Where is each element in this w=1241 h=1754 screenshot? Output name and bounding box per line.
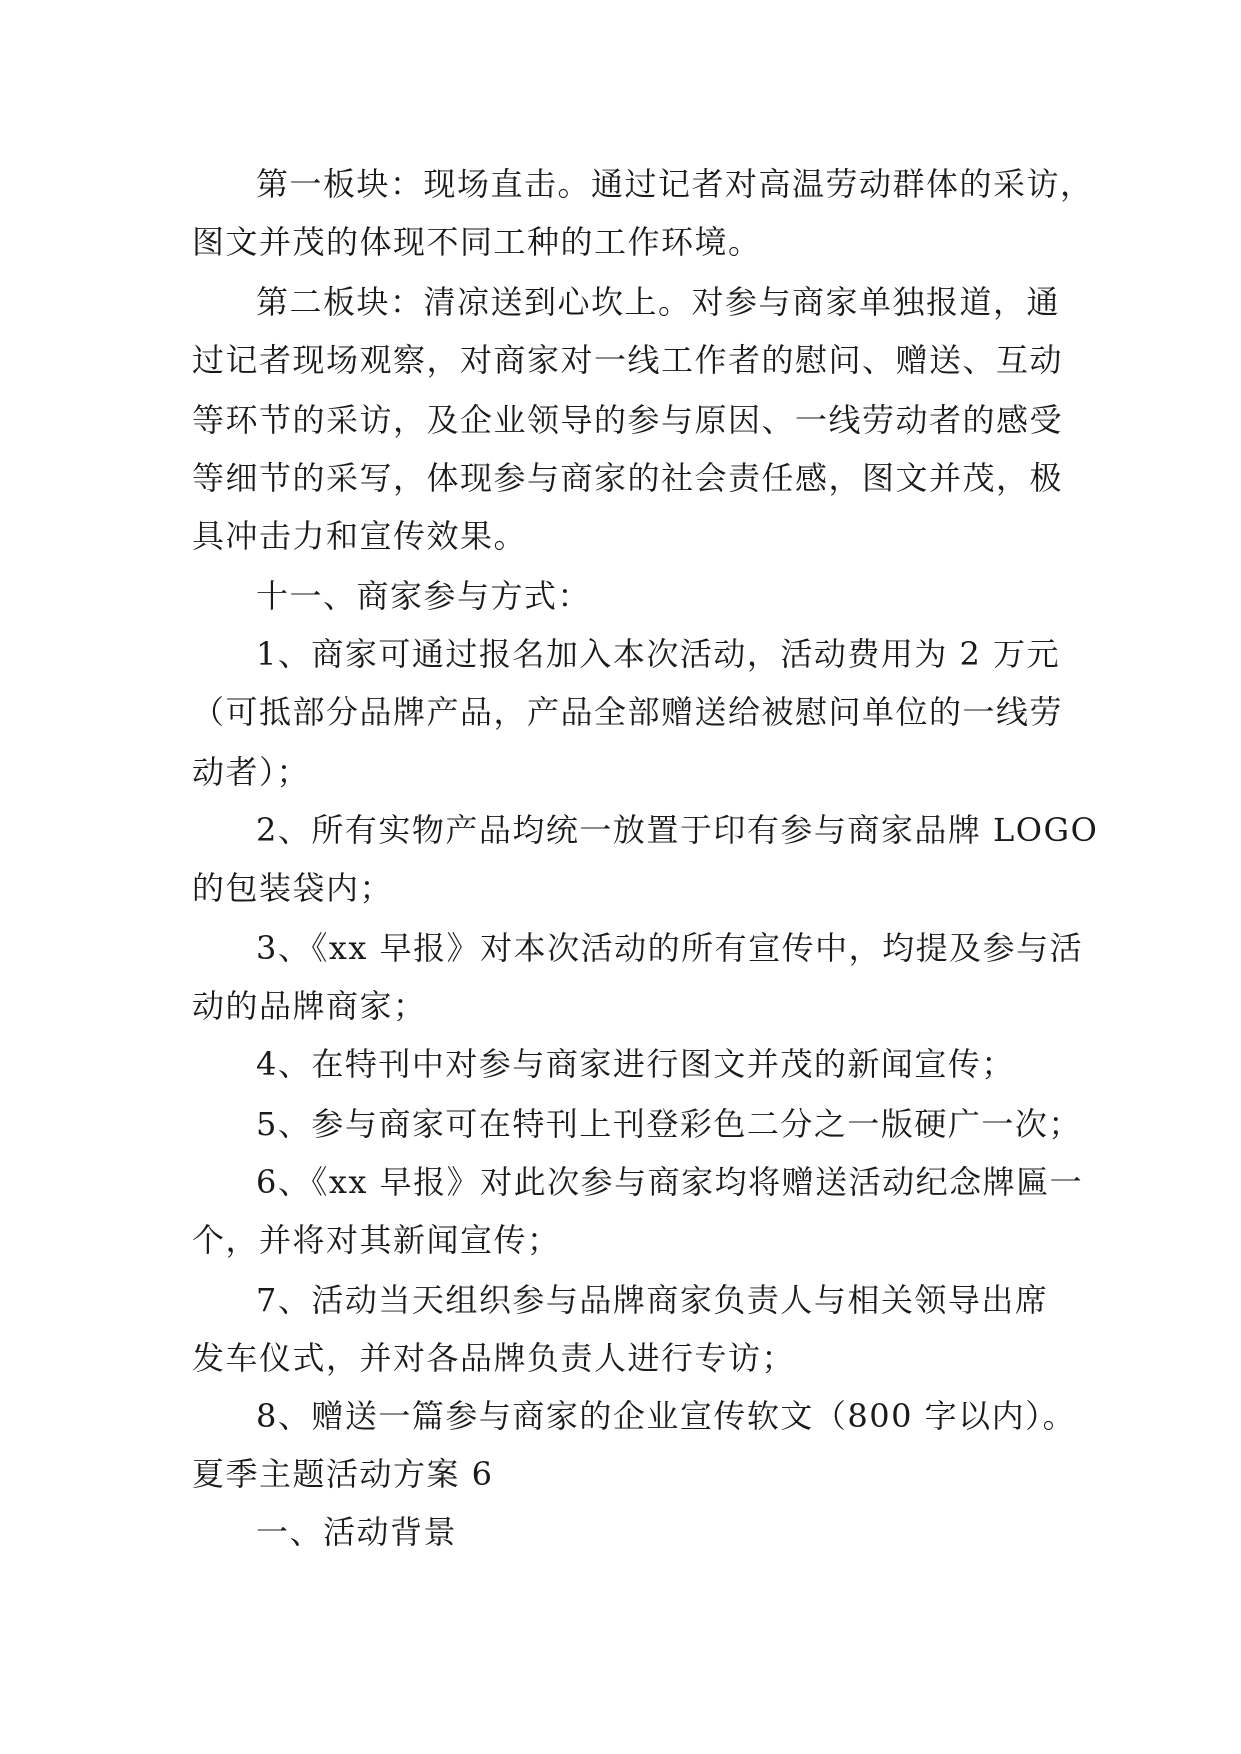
- text-line: 8、赠送一篇参与商家的企业宣传软文（800 字以内）。: [256, 1397, 1077, 1435]
- text-line: 个，并将对其新闻宣传；: [192, 1221, 561, 1259]
- text-line: 3、《xx 早报》对本次活动的所有宣传中，均提及参与活: [256, 929, 1084, 967]
- text-line: 4、在特刊中对参与商家进行图文并茂的新闻宣传；: [256, 1045, 1015, 1083]
- text-line: 的包装袋内；: [192, 869, 394, 907]
- text-line: 图文并茂的体现不同工种的工作环境。: [192, 223, 762, 261]
- text-line: 2、所有实物产品均统一放置于印有参与商家品牌 LOGO: [256, 811, 1099, 849]
- text-line: 一、活动背景: [256, 1513, 458, 1551]
- text-line: 等环节的采访，及企业领导的参与原因、一线劳动者的感受: [192, 401, 1064, 439]
- text-line: 7、活动当天组织参与品牌商家负责人与相关领导出席: [256, 1281, 1049, 1319]
- text-line: 6、《xx 早报》对此次参与商家均将赠送活动纪念牌匾一: [256, 1163, 1084, 1201]
- text-line: 动者）；: [192, 753, 311, 791]
- text-line: 第一板块：现场直击。通过记者对高温劳动群体的采访，: [256, 165, 1094, 203]
- text-line: 等细节的采写，体现参与商家的社会责任感，图文并茂，极: [192, 459, 1064, 497]
- text-line: 动的品牌商家；: [192, 987, 427, 1025]
- text-line: 具冲击力和宣传效果。: [192, 517, 528, 555]
- text-line: 1、商家可通过报名加入本次活动，活动费用为 2 万元: [256, 635, 1061, 673]
- text-line: 5、参与商家可在特刊上刊登彩色二分之一版硬广一次；: [256, 1105, 1082, 1143]
- text-line: 发车仪式，并对各品牌负责人进行专访；: [192, 1339, 796, 1377]
- text-line: （可抵部分品牌产品，产品全部赠送给被慰问单位的一线劳: [192, 693, 1064, 731]
- section-heading: 夏季主题活动方案 6: [192, 1455, 494, 1493]
- text-line: 过记者现场观察，对商家对一线工作者的慰问、赠送、互动: [192, 341, 1064, 379]
- text-line: 十一、商家参与方式：: [256, 577, 592, 615]
- text-line: 第二板块：清凉送到心坎上。对参与商家单独报道，通: [256, 283, 1061, 321]
